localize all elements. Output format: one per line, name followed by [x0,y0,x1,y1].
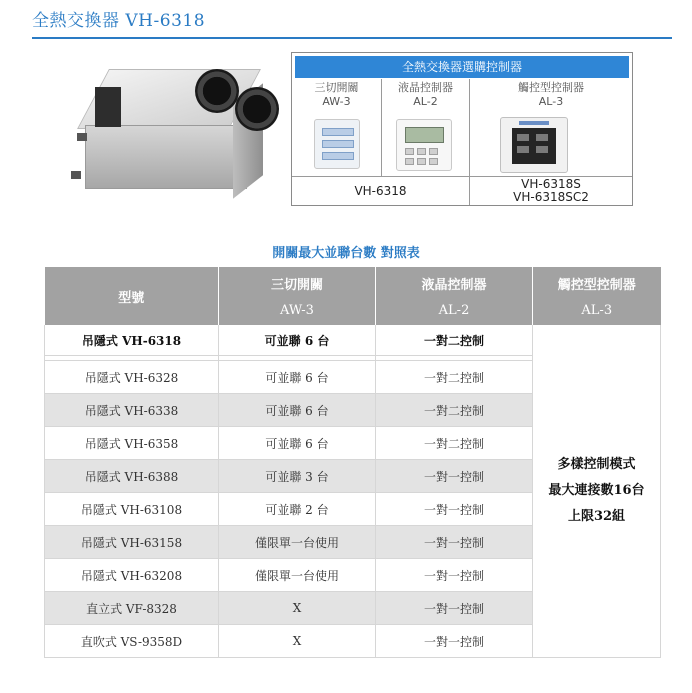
table-caption: 開關最大並聯台數 對照表 [272,246,420,261]
header-aw3: 三切開關 AW-3 [219,267,376,325]
cell-al2: 一對一控制 [376,592,533,625]
touch-controller-image [500,117,568,173]
cell-al2: 一對一控制 [376,526,533,559]
product-image [65,55,275,195]
header-al3: 觸控型控制器 AL-3 [533,267,661,325]
cell-al2: 一對一控制 [376,625,533,658]
cell-aw3: 可並聯 6 台 [219,394,376,427]
cell-aw3: 僅限單一台使用 [219,526,376,559]
cell-al2: 一對一控制 [376,493,533,526]
option-aw3 [292,79,382,176]
option-name: 液晶控制器 [398,81,453,94]
cell-aw3: X [219,592,376,625]
controller-options-panel [291,52,633,206]
cell-aw3: 可並聯 3 台 [219,460,376,493]
cell-al2: 一對二控制 [376,394,533,427]
switch-device-image [314,119,360,169]
cell-model: 吊隱式 VH-63158 [45,526,219,559]
parallel-connection-table [44,267,661,658]
option-model: AL-2 [413,95,438,108]
cell-aw3: 僅限單一台使用 [219,559,376,592]
compat-model: VH-6318SC2 [513,190,589,204]
title-divider [32,37,672,39]
cell-aw3: 可並聯 6 台 [219,427,376,460]
option-model: AL-3 [538,95,564,108]
cell-al3-merged: 多樣控制模式 最大連接數16台 上限32組 [533,325,661,658]
compat-models-left: VH-6318 [292,177,470,205]
cell-al2: 一對一控制 [376,559,533,592]
cell-model: 直吹式 VS-9358D [45,625,219,658]
option-al2 [382,79,470,176]
header-al2: 液晶控制器 AL-2 [376,267,533,325]
cell-model: 直立式 VF-8328 [45,592,219,625]
cell-model: 吊隱式 VH-6338 [45,394,219,427]
cell-aw3: 可並聯 6 台 [219,325,376,356]
cell-model: 吊隱式 VH-6388 [45,460,219,493]
page-title: 全熱交換器 VH-6318 [32,11,206,31]
cell-model: 吊隱式 VH-63208 [45,559,219,592]
cell-model: 吊隱式 VH-63108 [45,493,219,526]
cell-model: 吊隱式 VH-6318 [45,325,219,356]
cell-aw3: X [219,625,376,658]
cell-al2: 一對二控制 [376,361,533,394]
cell-aw3: 可並聯 6 台 [219,361,376,394]
option-name: 三切開關 [314,81,359,94]
header-model: 型號 [45,267,219,325]
compat-model: VH-6318S [521,177,581,191]
cell-al2: 一對二控制 [376,325,533,356]
option-name: 觸控型控制器 [518,81,584,94]
cell-al2: 一對一控制 [376,460,533,493]
controller-options-title: 全熱交換器選購控制器 [295,56,629,78]
option-al3 [470,79,632,176]
table-row [45,325,661,356]
compat-models-right [470,177,632,206]
option-model: AW-3 [322,95,351,108]
lcd-controller-image [396,119,452,171]
cell-model: 吊隱式 VH-6358 [45,427,219,460]
cell-aw3: 可並聯 2 台 [219,493,376,526]
cell-model: 吊隱式 VH-6328 [45,361,219,394]
cell-al2: 一對二控制 [376,427,533,460]
